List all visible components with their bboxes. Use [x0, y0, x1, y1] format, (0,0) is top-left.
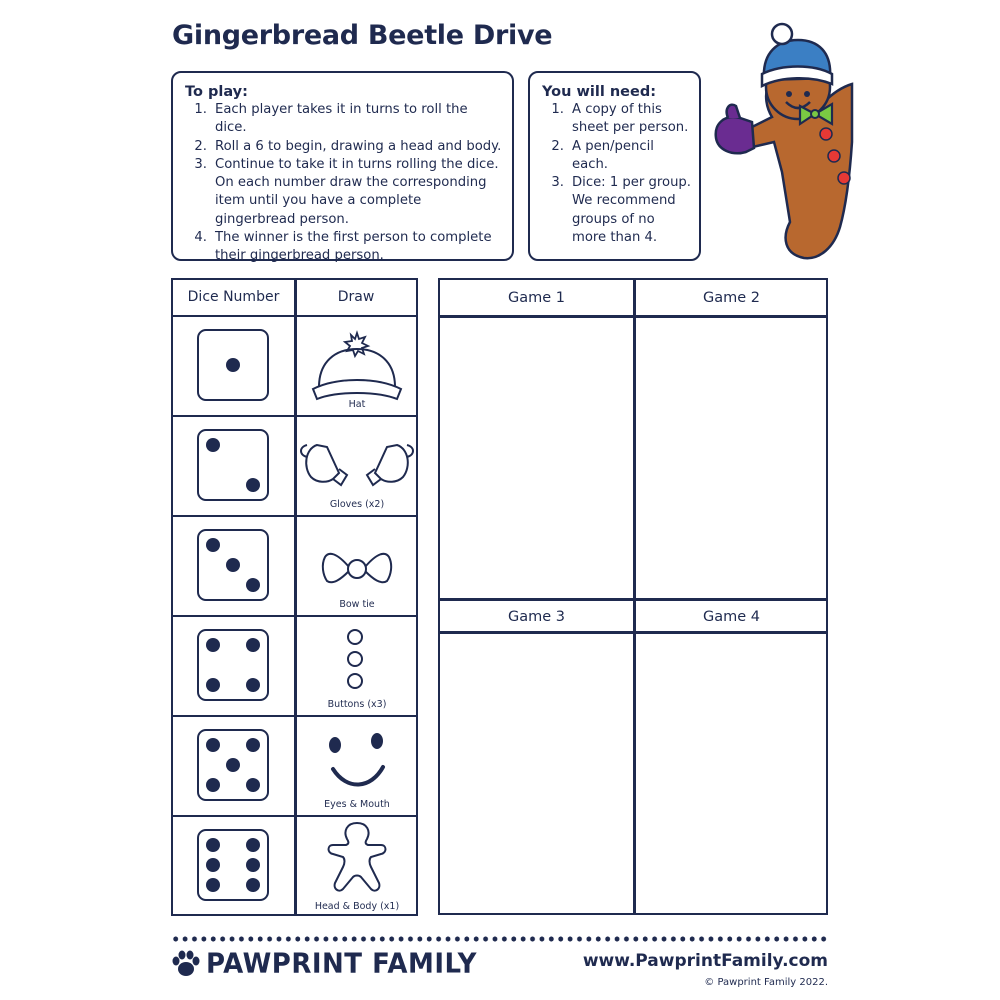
draw-label: Bow tie [339, 599, 375, 610]
list-item [542, 101, 691, 138]
step-text: Each player takes it in turns to roll the dice. [215, 102, 468, 136]
step-number: 3. [194, 156, 207, 172]
to-play-list [185, 101, 502, 266]
dice-table [171, 278, 418, 916]
table-header [173, 280, 416, 317]
table-row [173, 517, 416, 617]
item-number: 2. [551, 138, 564, 154]
step-number: 1. [194, 102, 207, 117]
game-3-header: Game 3 [507, 609, 565, 625]
header-dice-number: Dice Number [187, 289, 280, 305]
draw-cell [297, 817, 417, 917]
to-play-heading: To play: [185, 84, 248, 100]
draw-label: Gloves (x2) [329, 499, 385, 510]
die-five-icon [197, 729, 269, 801]
die-six-icon [197, 829, 269, 901]
you-will-need-list [542, 101, 691, 247]
item-text: Dice: 1 per group. We recommend groups of no more than 4. [572, 175, 691, 246]
page-title: Gingerbread Beetle Drive [172, 20, 553, 51]
item-text: A pen/pencil each. [572, 138, 654, 172]
draw-cell [297, 417, 417, 515]
dotted-divider [171, 936, 829, 942]
grid-divider [440, 315, 826, 318]
draw-label: Buttons (x3) [327, 699, 387, 710]
draw-cell [297, 617, 417, 715]
gingerbread-man-illustration [712, 22, 854, 262]
draw-cell [297, 517, 417, 615]
draw-label: Eyes & Mouth [324, 799, 390, 810]
to-play-box [171, 71, 514, 264]
table-row [173, 617, 416, 717]
draw-label: Head & Body (x1) [314, 901, 400, 912]
draw-cell [297, 717, 417, 815]
table-row [173, 317, 416, 417]
grid-divider-vertical [633, 280, 636, 913]
logo-text: PAWPRINT FAMILY [206, 948, 477, 980]
step-text: Roll a 6 to begin, drawing a head and body. [215, 138, 502, 154]
list-item [185, 229, 502, 266]
list-item [542, 138, 691, 175]
step-number: 4. [194, 230, 207, 246]
game-2-header: Game 2 [702, 290, 760, 306]
draw-cell [297, 317, 417, 415]
list-item [542, 174, 691, 247]
copyright-text: © Pawprint Family 2022. [704, 977, 828, 988]
header-draw: Draw [337, 289, 375, 305]
item-number: 3. [551, 175, 564, 191]
game-grid [438, 278, 828, 915]
die-one-icon [197, 329, 269, 401]
website-link[interactable]: www.PawprintFamily.com [582, 951, 828, 971]
table-row [173, 417, 416, 517]
list-item [185, 101, 502, 138]
list-item [185, 156, 502, 229]
item-number: 1. [551, 102, 564, 117]
table-row [173, 817, 416, 917]
die-three-icon [197, 529, 269, 601]
pawprint-family-logo [171, 948, 477, 980]
you-will-need-heading: You will need: [542, 84, 657, 100]
die-four-icon [197, 629, 269, 701]
paw-print-icon [171, 949, 201, 979]
draw-label: Hat [348, 399, 366, 410]
step-number: 2. [194, 138, 207, 154]
step-text: Continue to take it in turns rolling the dice. On each number draw the corresponding item until you have a complete gingerbread person. [215, 156, 499, 227]
item-text: A copy of this sheet per person. [572, 102, 689, 136]
list-item [185, 138, 502, 156]
die-two-icon [197, 429, 269, 501]
step-text: The winner is the first person to complete their gingerbread person. [215, 230, 492, 264]
you-will-need-box [528, 71, 701, 261]
table-row [173, 717, 416, 817]
game-4-header: Game 4 [702, 609, 760, 625]
game-1-header: Game 1 [507, 290, 565, 306]
